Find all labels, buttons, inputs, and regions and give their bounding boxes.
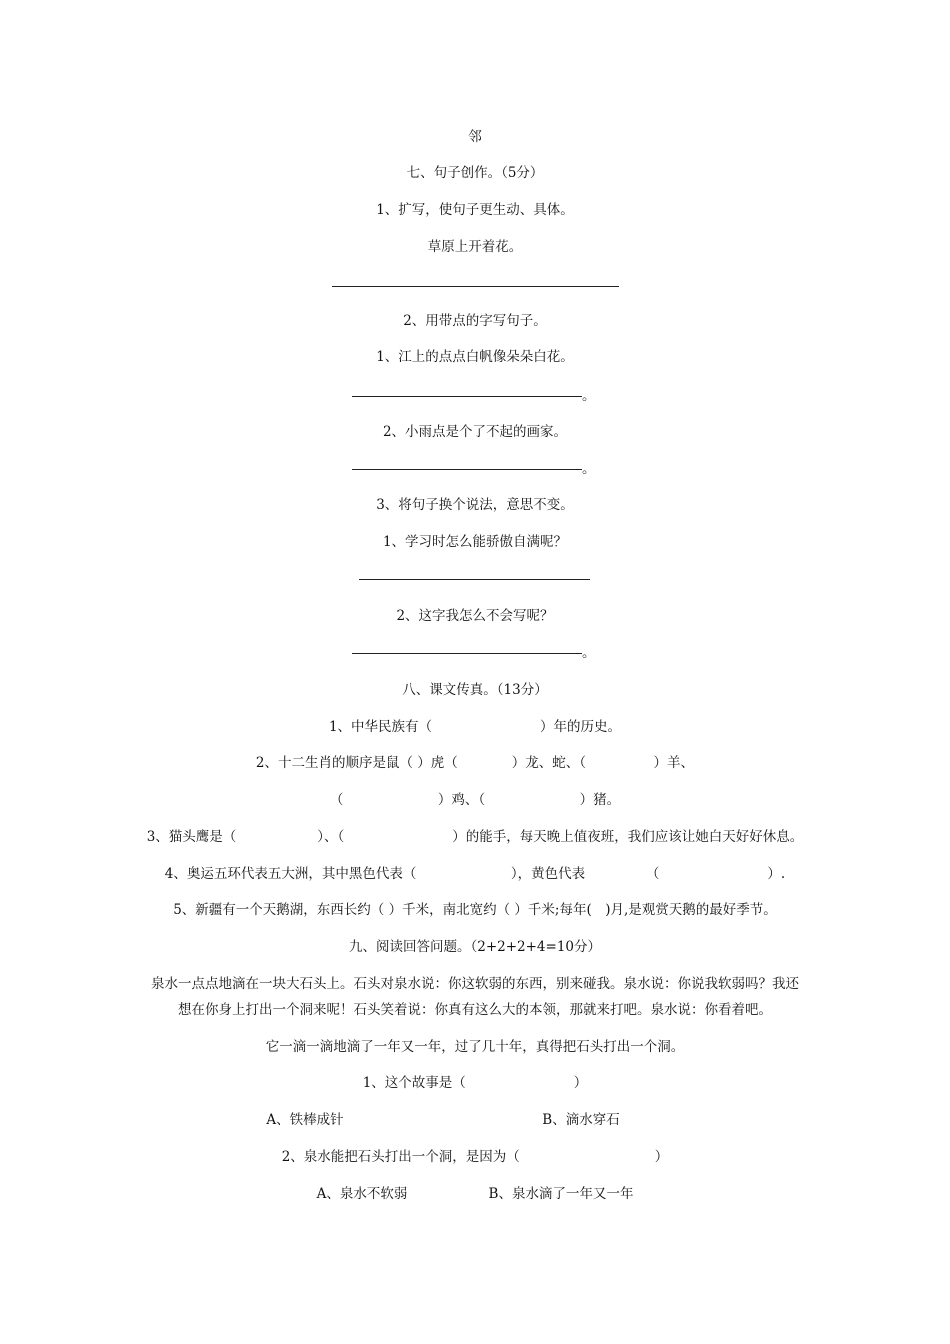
q7-3-sentence-1: 1、学习时怎么能骄傲自满呢？ xyxy=(382,534,568,550)
q7-1-sentence: 草原上开着花。 xyxy=(427,239,523,255)
answer-line[interactable] xyxy=(352,653,582,654)
q8-1: 1、中华民族有（ ）年的历史。 xyxy=(328,719,622,735)
passage-line-2: 想在你身上打出一个洞来呢！石头笑着说：你真有这么大的本领，那就来打吧。泉水说：你看着吧。 xyxy=(178,1002,772,1018)
passage-line-3: 它一滴一滴地滴了一年又一年，过了几十年，真得把石头打出一个洞。 xyxy=(265,1039,685,1055)
answer-line[interactable] xyxy=(332,286,619,287)
q7-2-prompt: 2、用带点的字写句子。 xyxy=(403,313,547,329)
answer-line[interactable] xyxy=(352,469,582,470)
section-8-heading: 八、课文传真。（13分） xyxy=(402,682,548,698)
answer-period: 。 xyxy=(582,388,596,404)
q7-1-prompt: 1、扩写，使句子更生动、具体。 xyxy=(376,202,574,218)
q8-2-line-2: （ ）鸡、（ ）猪。 xyxy=(329,792,621,808)
q9-1-option-a[interactable]: A、铁棒成针 xyxy=(266,1112,344,1128)
q8-4: 4、奥运五环代表五大洲，其中黑色代表（ ），黄色代表 （ ）. xyxy=(164,866,786,882)
answer-period: 。 xyxy=(582,645,596,661)
section-9-heading: 九、阅读回答问题。（2+2+2+4=10分） xyxy=(348,939,602,955)
q8-2-line-1: 2、十二生肖的顺序是鼠（ ）虎（ ）龙、蛇、（ ）羊、 xyxy=(255,755,695,771)
q9-1-prompt: 1、这个故事是（ ） xyxy=(362,1075,588,1091)
passage-line-1: 泉水一点点地滴在一块大石头上。石头对泉水说：你这软弱的东西，别来碰我。泉水说：你说我软弱吗？我还 xyxy=(151,976,799,992)
q9-2-prompt: 2、泉水能把石头打出一个洞，是因为（ ） xyxy=(281,1149,669,1165)
q9-2-option-a[interactable]: A、泉水不软弱 xyxy=(316,1186,408,1202)
section-7-heading: 七、句子创作。（5分） xyxy=(406,165,544,181)
q8-5: 5、新疆有一个天鹅湖，东西长约（ ）千米，南北宽约（ ）千米;每年( )月,是观赏天鹅的最好季节。 xyxy=(173,902,777,918)
q7-3-sentence-2: 2、这字我怎么不会写呢？ xyxy=(396,608,554,624)
q7-2-sentence-2: 2、小雨点是个了不起的画家。 xyxy=(382,424,568,440)
q9-2-option-b[interactable]: B、泉水滴了一年又一年 xyxy=(488,1186,634,1202)
q7-2-sentence-1: 1、江上的点点白帆像朵朵白花。 xyxy=(376,349,574,365)
q7-3-prompt: 3、将句子换个说法，意思不变。 xyxy=(376,497,574,513)
answer-line[interactable] xyxy=(352,396,582,397)
answer-period: 。 xyxy=(582,461,596,477)
q8-3: 3、猫头鹰是（ ）、（ ）的能手，每天晚上值夜班，我们应该让她白天好好休息。 xyxy=(146,829,804,845)
answer-line[interactable] xyxy=(359,579,590,580)
q9-1-option-b[interactable]: B、滴水穿石 xyxy=(542,1112,620,1128)
page-fragment-char: 邻 xyxy=(468,129,482,145)
